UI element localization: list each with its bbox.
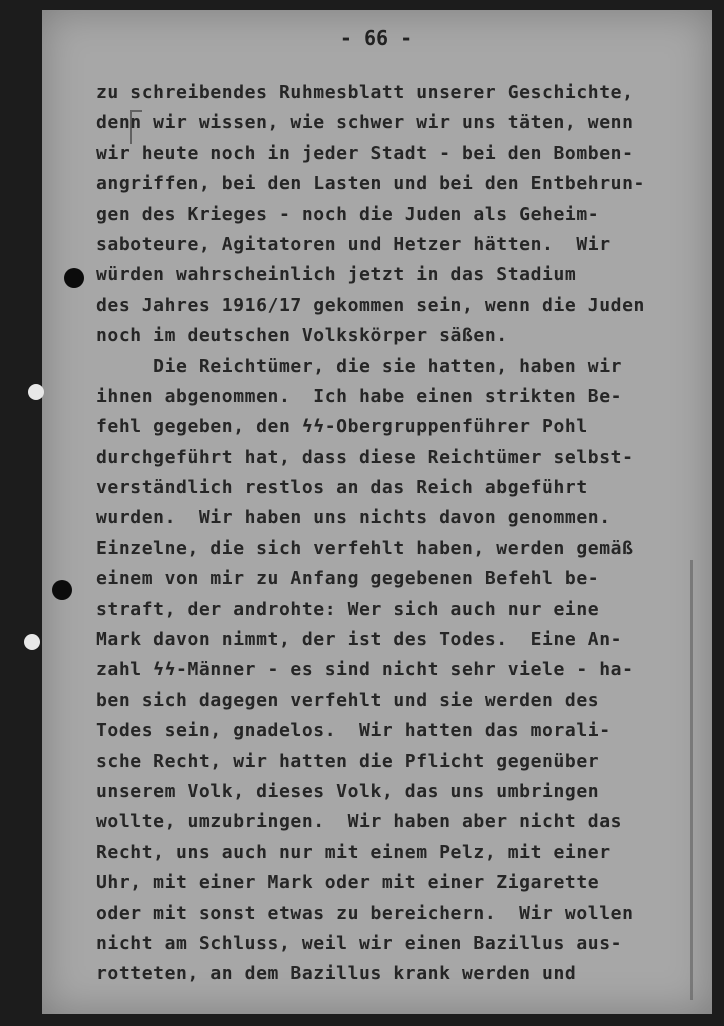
text-line: gen des Krieges - noch die Juden als Geheim- (96, 203, 600, 225)
text-line: des Jahres 1916/17 gekommen sein, wenn die Juden (96, 294, 645, 316)
text-line: zu schreibendes Ruhmesblatt unserer Geschichte, (96, 82, 634, 103)
text-line: rotteten, an dem Bazillus krank werden und (96, 963, 577, 985)
punch-hole-edge-lower (24, 634, 40, 650)
text-line: noch im deutschen Volkskörper säßen. (96, 325, 508, 347)
text-line: sche Recht, wir hatten die Pflicht gegenüber (96, 750, 600, 772)
text-line: wurden. Wir haben uns nichts davon genommen. (96, 507, 611, 529)
text-line: fehl gegeben, den ϟϟ-Obergruppenführer Pohl (96, 416, 588, 438)
text-line: unserem Volk, dieses Volk, das uns umbringen (96, 780, 600, 802)
text-line: denn wir wissen, wie schwer wir uns täten, wenn (96, 112, 634, 134)
text-line: würden wahrscheinlich jetzt in das Stadium (96, 264, 577, 286)
text-line: zahl ϟϟ-Männer - es sind nicht sehr viele - ha- (96, 659, 634, 681)
text-line: Recht, uns auch nur mit einem Pelz, mit einer (96, 841, 611, 863)
typed-text-body (96, 78, 700, 990)
page-number: - 66 - (339, 26, 413, 50)
punch-hole-top (64, 268, 84, 288)
text-line: Mark davon nimmt, der ist des Todes. Eine An- (96, 629, 623, 651)
text-line: straft, der androhte: Wer sich auch nur eine (96, 598, 600, 620)
text-line: ben sich dagegen verfehlt und sie werden des (96, 689, 600, 711)
text-line: Die Reichtümer, die sie hatten, haben wir (96, 355, 623, 377)
text-line: Todes sein, gnadelos. Wir hatten das morali- (96, 720, 611, 742)
text-line: oder mit sonst etwas zu bereichern. Wir wollen (96, 902, 634, 924)
text-line: wir heute noch in jeder Stadt - bei den Bomben- (96, 142, 634, 164)
text-line: angriffen, bei den Lasten und bei den Entbehrun- (96, 173, 645, 195)
text-line: Einzelne, die sich verfehlt haben, werden gemäß (96, 537, 634, 559)
text-line: Uhr, mit einer Mark oder mit einer Zigarette (96, 872, 600, 894)
text-line: durchgeführt hat, dass diese Reichtümer selbst- (96, 446, 634, 468)
text-line: wollte, umzubringen. Wir haben aber nicht das (96, 811, 623, 833)
text-line: verständlich restlos an das Reich abgeführt (96, 477, 588, 499)
text-line: einem von mir zu Anfang gegebenen Befehl be- (96, 568, 600, 590)
text-line: nicht am Schluss, weil wir einen Bazillus aus- (96, 932, 623, 954)
punch-hole-edge-upper (28, 384, 44, 400)
text-line: ihnen abgenommen. Ich habe einen strikten Be- (96, 385, 623, 407)
punch-hole-bottom (52, 580, 72, 600)
text-line: saboteure, Agitatoren und Hetzer hätten. Wir (96, 233, 611, 255)
